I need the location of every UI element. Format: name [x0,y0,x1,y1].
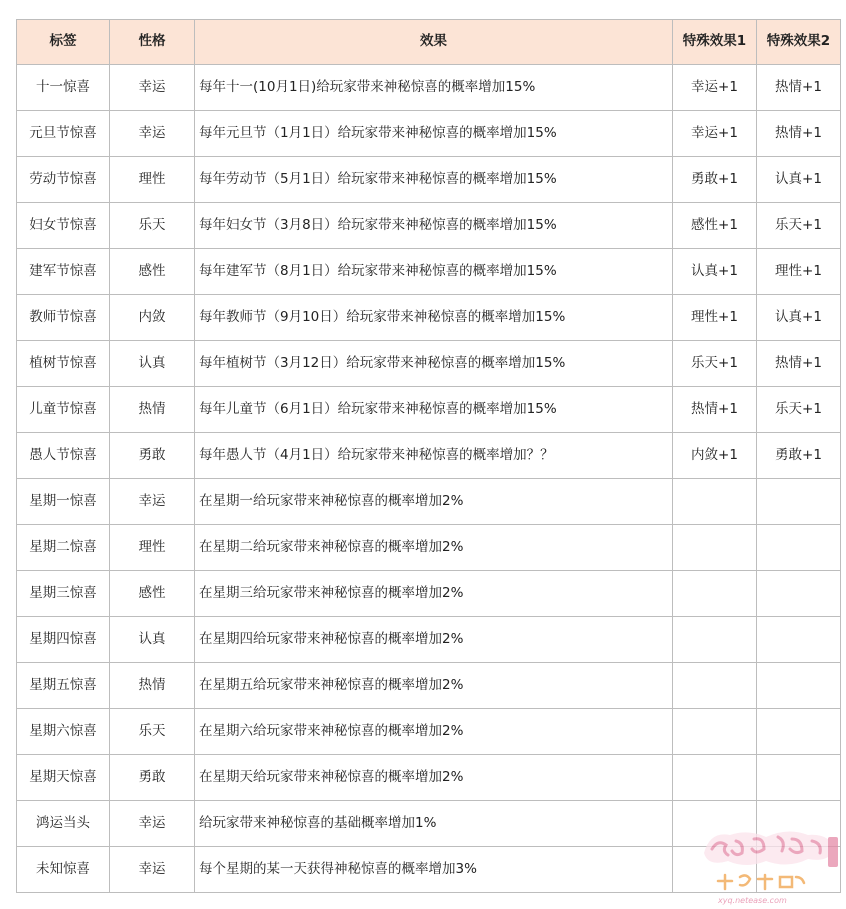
row-special-1 [673,709,757,755]
row-special-2 [757,525,841,571]
row-tag: 元旦节惊喜 [17,111,110,157]
row-tag: 建军节惊喜 [17,249,110,295]
table-row [17,755,841,801]
row-effect: 在星期三给玩家带来神秘惊喜的概率增加2% [195,571,673,617]
row-special-2: 认真+1 [757,295,841,341]
header-tag: 标签 [17,20,110,65]
row-tag: 儿童节惊喜 [17,387,110,433]
row-special-1: 幸运+1 [673,111,757,157]
row-personality: 理性 [110,157,195,203]
row-tag: 星期五惊喜 [17,663,110,709]
table-row [17,387,841,433]
game-forum-watermark-logo [696,823,842,905]
row-tag: 植树节惊喜 [17,341,110,387]
row-special-1 [673,525,757,571]
row-effect: 每年劳动节（5月1日）给玩家带来神秘惊喜的概率增加15% [195,157,673,203]
table-row [17,157,841,203]
table-row [17,571,841,617]
row-personality: 幸运 [110,65,195,111]
row-personality: 幸运 [110,111,195,157]
row-tag: 鸿运当头 [17,801,110,847]
header-special-2: 特殊效果2 [757,20,841,65]
row-special-2 [757,755,841,801]
table-row [17,295,841,341]
row-personality: 理性 [110,525,195,571]
table-row [17,111,841,157]
row-tag: 十一惊喜 [17,65,110,111]
row-effect: 每年元旦节（1月1日）给玩家带来神秘惊喜的概率增加15% [195,111,673,157]
table-row [17,341,841,387]
table-row [17,479,841,525]
row-special-1 [673,571,757,617]
row-effect: 每年妇女节（3月8日）给玩家带来神秘惊喜的概率增加15% [195,203,673,249]
table-row [17,709,841,755]
row-effect: 每个星期的某一天获得神秘惊喜的概率增加3% [195,847,673,893]
row-special-1 [673,479,757,525]
row-personality: 内敛 [110,295,195,341]
row-personality: 感性 [110,249,195,295]
row-personality: 幸运 [110,847,195,893]
row-personality: 乐天 [110,709,195,755]
row-special-2 [757,709,841,755]
row-tag: 愚人节惊喜 [17,433,110,479]
row-special-2: 乐天+1 [757,387,841,433]
row-personality: 幸运 [110,801,195,847]
row-tag: 星期六惊喜 [17,709,110,755]
row-special-2 [757,617,841,663]
row-effect: 给玩家带来神秘惊喜的基础概率增加1% [195,801,673,847]
row-personality: 认真 [110,341,195,387]
row-tag: 教师节惊喜 [17,295,110,341]
table-row [17,433,841,479]
row-special-1 [673,617,757,663]
table-row [17,203,841,249]
row-special-1: 认真+1 [673,249,757,295]
table-row [17,617,841,663]
header-row [17,20,841,65]
table-row [17,525,841,571]
row-effect: 在星期五给玩家带来神秘惊喜的概率增加2% [195,663,673,709]
row-personality: 勇敢 [110,433,195,479]
row-personality: 热情 [110,387,195,433]
row-effect: 每年十一(10月1日)给玩家带来神秘惊喜的概率增加15% [195,65,673,111]
surprise-tags-table [16,19,841,893]
row-effect: 在星期六给玩家带来神秘惊喜的概率增加2% [195,709,673,755]
row-personality: 勇敢 [110,755,195,801]
row-special-2: 认真+1 [757,157,841,203]
table-row [17,249,841,295]
header-special-1: 特殊效果1 [673,20,757,65]
row-special-2: 乐天+1 [757,203,841,249]
watermark-url: xyq.netease.com [718,896,787,905]
row-special-2: 勇敢+1 [757,433,841,479]
row-special-1: 勇敢+1 [673,157,757,203]
row-special-1: 理性+1 [673,295,757,341]
table-row [17,65,841,111]
row-tag: 星期四惊喜 [17,617,110,663]
row-effect: 每年教师节（9月10日）给玩家带来神秘惊喜的概率增加15% [195,295,673,341]
row-personality: 幸运 [110,479,195,525]
row-effect: 每年愚人节（4月1日）给玩家带来神秘惊喜的概率增加？？ [195,433,673,479]
row-tag: 星期二惊喜 [17,525,110,571]
row-tag: 星期一惊喜 [17,479,110,525]
row-tag: 未知惊喜 [17,847,110,893]
row-special-2: 理性+1 [757,249,841,295]
row-tag: 劳动节惊喜 [17,157,110,203]
row-tag: 妇女节惊喜 [17,203,110,249]
row-special-1: 热情+1 [673,387,757,433]
row-tag: 星期三惊喜 [17,571,110,617]
row-personality: 乐天 [110,203,195,249]
row-effect: 每年儿童节（6月1日）给玩家带来神秘惊喜的概率增加15% [195,387,673,433]
row-special-1: 乐天+1 [673,341,757,387]
row-personality: 认真 [110,617,195,663]
row-personality: 热情 [110,663,195,709]
row-effect: 在星期一给玩家带来神秘惊喜的概率增加2% [195,479,673,525]
row-special-1: 内敛+1 [673,433,757,479]
header-effect: 效果 [195,20,673,65]
row-special-1 [673,755,757,801]
row-special-2 [757,663,841,709]
row-tag: 星期天惊喜 [17,755,110,801]
row-special-2: 热情+1 [757,341,841,387]
header-personality: 性格 [110,20,195,65]
row-effect: 在星期天给玩家带来神秘惊喜的概率增加2% [195,755,673,801]
row-special-1: 幸运+1 [673,65,757,111]
table-row [17,663,841,709]
row-special-2: 热情+1 [757,111,841,157]
row-special-1 [673,663,757,709]
row-effect: 在星期二给玩家带来神秘惊喜的概率增加2% [195,525,673,571]
row-special-2 [757,571,841,617]
row-special-1: 感性+1 [673,203,757,249]
row-effect: 每年建军节（8月1日）给玩家带来神秘惊喜的概率增加15% [195,249,673,295]
row-effect: 每年植树节（3月12日）给玩家带来神秘惊喜的概率增加15% [195,341,673,387]
row-personality: 感性 [110,571,195,617]
row-special-2: 热情+1 [757,65,841,111]
row-effect: 在星期四给玩家带来神秘惊喜的概率增加2% [195,617,673,663]
row-special-2 [757,479,841,525]
